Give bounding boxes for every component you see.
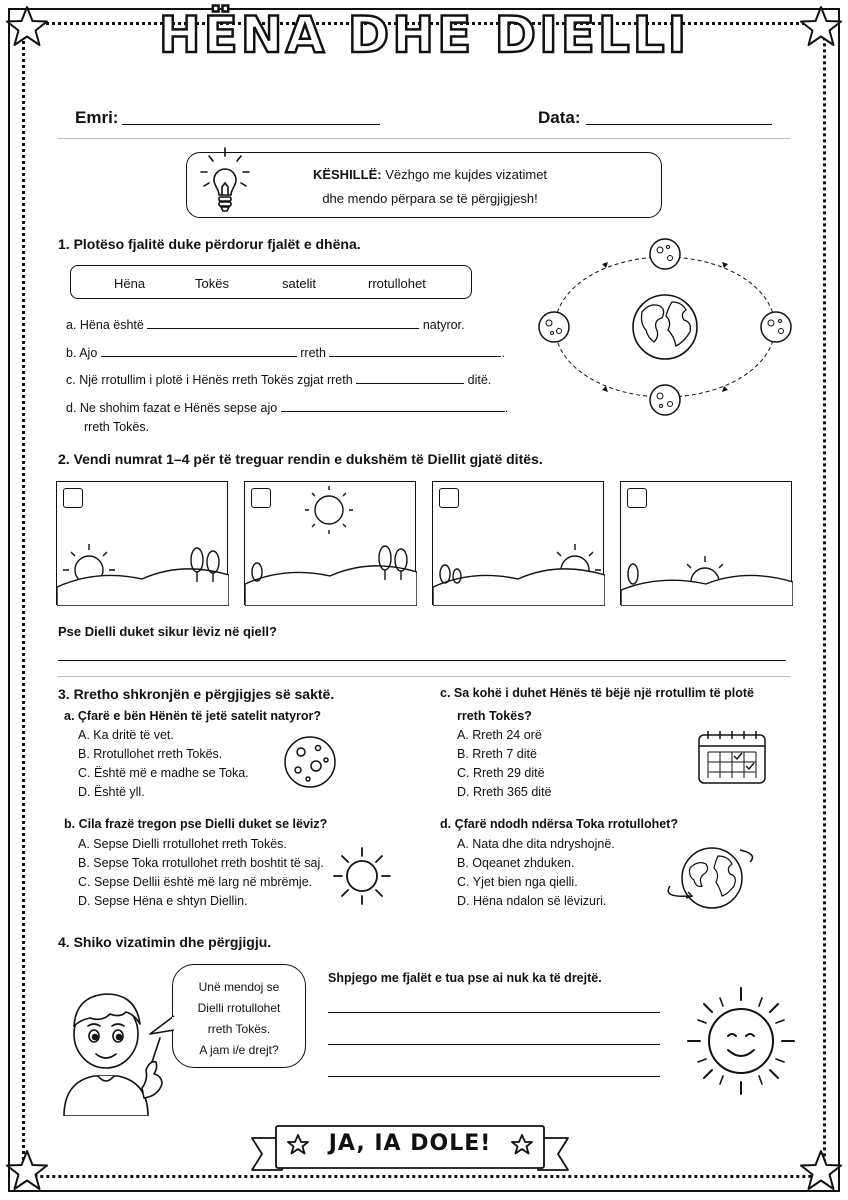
- answer-blank[interactable]: [101, 345, 297, 357]
- q3b-option-b[interactable]: B. Sepse Toka rrotullohet rreth boshtit të saj.: [78, 856, 324, 870]
- q2-question: Pse Dielli duket sikur lëviz në qiell?: [58, 624, 277, 639]
- q1-item-c: [66, 372, 491, 387]
- q3b-question: b. Cila frazë tregon pse Dielli duket se lëviz?: [64, 817, 328, 831]
- word-bank-word: rrotullohet: [368, 276, 426, 291]
- page-title: HËNA DHE DIELLI: [158, 6, 690, 64]
- date-field[interactable]: [586, 124, 772, 125]
- q3a-question: a. Çfarë e bën Hënën të jetë satelit natyror?: [64, 709, 322, 723]
- order-number-box[interactable]: [439, 488, 459, 508]
- q1-item-prefix: a. Hëna është: [66, 318, 144, 332]
- q3c-option-d[interactable]: D. Rreth 365 ditë: [457, 785, 552, 799]
- q1-item-d-continuation: rreth Tokës.: [84, 420, 150, 434]
- date-label: Data:: [538, 108, 581, 127]
- q4-answer-line[interactable]: [328, 1012, 660, 1013]
- moon-orbit-diagram: [530, 232, 800, 422]
- smiling-sun-icon: [684, 984, 798, 1098]
- q4-heading: 4. Shiko vizatimin dhe përgjigju.: [58, 934, 272, 950]
- answer-blank[interactable]: [147, 317, 419, 329]
- q1-heading: 1. Plotëso fjalitë duke përdorur fjalët e dhëna.: [58, 236, 361, 252]
- q1-item-prefix: b. Ajo: [66, 346, 98, 360]
- q1-item-prefix: d. Ne shohim fazat e Hënës sepse ajo: [66, 401, 278, 415]
- q3c-option-c[interactable]: C. Rreth 29 ditë: [457, 766, 545, 780]
- order-number-box[interactable]: [63, 488, 83, 508]
- q3c-option-b[interactable]: B. Rreth 7 ditë: [457, 747, 537, 761]
- q3b-option-a[interactable]: A. Sepse Dielli rrotullohet rreth Tokës.: [78, 837, 287, 851]
- q3b-option-c[interactable]: C. Sepse Dellii është më larg në mbrëmje.: [78, 875, 313, 889]
- lightbulb-icon: [198, 146, 252, 220]
- q1-item-b: [66, 345, 505, 360]
- q3a-option-d[interactable]: D. Është yll.: [78, 785, 145, 799]
- q4-answer-line[interactable]: [328, 1044, 660, 1045]
- banner-text: JA, IA DOLE!: [328, 1131, 492, 1156]
- earth-icon: [633, 295, 697, 359]
- section-divider: [58, 676, 790, 677]
- header-divider: [58, 138, 790, 139]
- q3a-option-a[interactable]: A. Ka dritë të vet.: [78, 728, 174, 742]
- word-bank-word: Tokës: [195, 276, 229, 291]
- q3-heading: 3. Rretho shkronjën e përgjigjes së saktë.: [58, 686, 335, 702]
- q3a-option-c[interactable]: C. Është më e madhe se Toka.: [78, 766, 249, 780]
- q1-item-suffix: natyror.: [422, 318, 465, 332]
- tip-line2: dhe mendo përpara se të përgjigjesh!: [322, 191, 538, 206]
- tip-label: KËSHILLË:: [312, 167, 382, 182]
- sun-icon: [330, 844, 394, 908]
- q3b-option-d[interactable]: D. Sepse Hëna e shtyn Diellin.: [78, 894, 248, 908]
- answer-blank[interactable]: [329, 345, 501, 357]
- sun-scene-4: [620, 481, 792, 605]
- speech-bubble-text: [176, 977, 302, 1061]
- q1-item-suffix: ditë.: [467, 373, 492, 387]
- q3a-option-b[interactable]: B. Rrotullohet rreth Tokës.: [78, 747, 223, 761]
- corner-star-icon: [4, 1148, 50, 1194]
- sun-scene-3: [432, 481, 604, 605]
- q3d-option-a[interactable]: A. Nata dhe dita ndryshojnë.: [457, 837, 615, 851]
- tip-line1: Vëzhgo me kujdes vizatimet: [381, 167, 548, 182]
- order-number-box[interactable]: [251, 488, 271, 508]
- q3c-option-a[interactable]: A. Rreth 24 orë: [457, 728, 542, 742]
- word-bank-word: satelit: [282, 276, 316, 291]
- q1-item-suffix: .: [501, 346, 505, 360]
- corner-star-icon: [798, 1148, 844, 1194]
- moon-icon: [282, 734, 338, 790]
- speech-bubble-tail: [148, 1014, 178, 1040]
- order-number-box[interactable]: [627, 488, 647, 508]
- bubble-line: A jam i/e drejt?: [199, 1043, 279, 1057]
- q4-prompt: Shpjego me fjalët e tua pse ai nuk ka të drejtë.: [328, 971, 602, 985]
- sun-scene-1: [56, 481, 228, 605]
- rotating-earth-icon: [660, 842, 760, 914]
- q3d-question: d. Çfarë ndodh ndërsa Toka rrotullohet?: [440, 817, 678, 831]
- word-bank-word: Hëna: [114, 276, 146, 291]
- q1-item-prefix: c. Një rrotullim i plotë i Hënës rreth Tokës zgjat rreth: [66, 373, 353, 387]
- name-label: Emri:: [75, 108, 119, 127]
- bubble-line: rreth Tokës.: [207, 1022, 271, 1036]
- q1-item-suffix: .: [504, 401, 509, 415]
- sun-scene-2: [244, 481, 416, 605]
- boy-pointing-illustration: [50, 976, 170, 1116]
- q2-heading: 2. Vendi numrat 1–4 për të treguar rendin e dukshëm të Diellit gjatë ditës.: [58, 451, 543, 467]
- q3c-question-line2: rreth Tokës?: [457, 709, 532, 723]
- bubble-line: Dielli rrotullohet: [197, 1001, 281, 1015]
- bubble-line: Unë mendoj se: [198, 980, 280, 994]
- answer-blank[interactable]: [356, 372, 464, 384]
- q1-item-d: [66, 400, 508, 415]
- answer-blank[interactable]: [281, 400, 505, 412]
- q1-item-a: [66, 317, 465, 332]
- tip-text: [300, 163, 560, 211]
- name-field[interactable]: [122, 124, 380, 125]
- q4-answer-line[interactable]: [328, 1076, 660, 1077]
- q3d-option-c[interactable]: C. Yjet bien nga qielli.: [457, 875, 578, 889]
- q3c-question-line1: c. Sa kohë i duhet Hënës të bëjë një rrotullim të plotë: [440, 686, 754, 700]
- q3d-option-d[interactable]: D. Hëna ndalon së lëvizuri.: [457, 894, 607, 908]
- q2-answer-line[interactable]: [58, 660, 786, 661]
- calendar-icon: [696, 728, 768, 786]
- q3d-option-b[interactable]: B. Oqeanet zhduken.: [457, 856, 575, 870]
- q1-item-middle: rreth: [300, 346, 326, 360]
